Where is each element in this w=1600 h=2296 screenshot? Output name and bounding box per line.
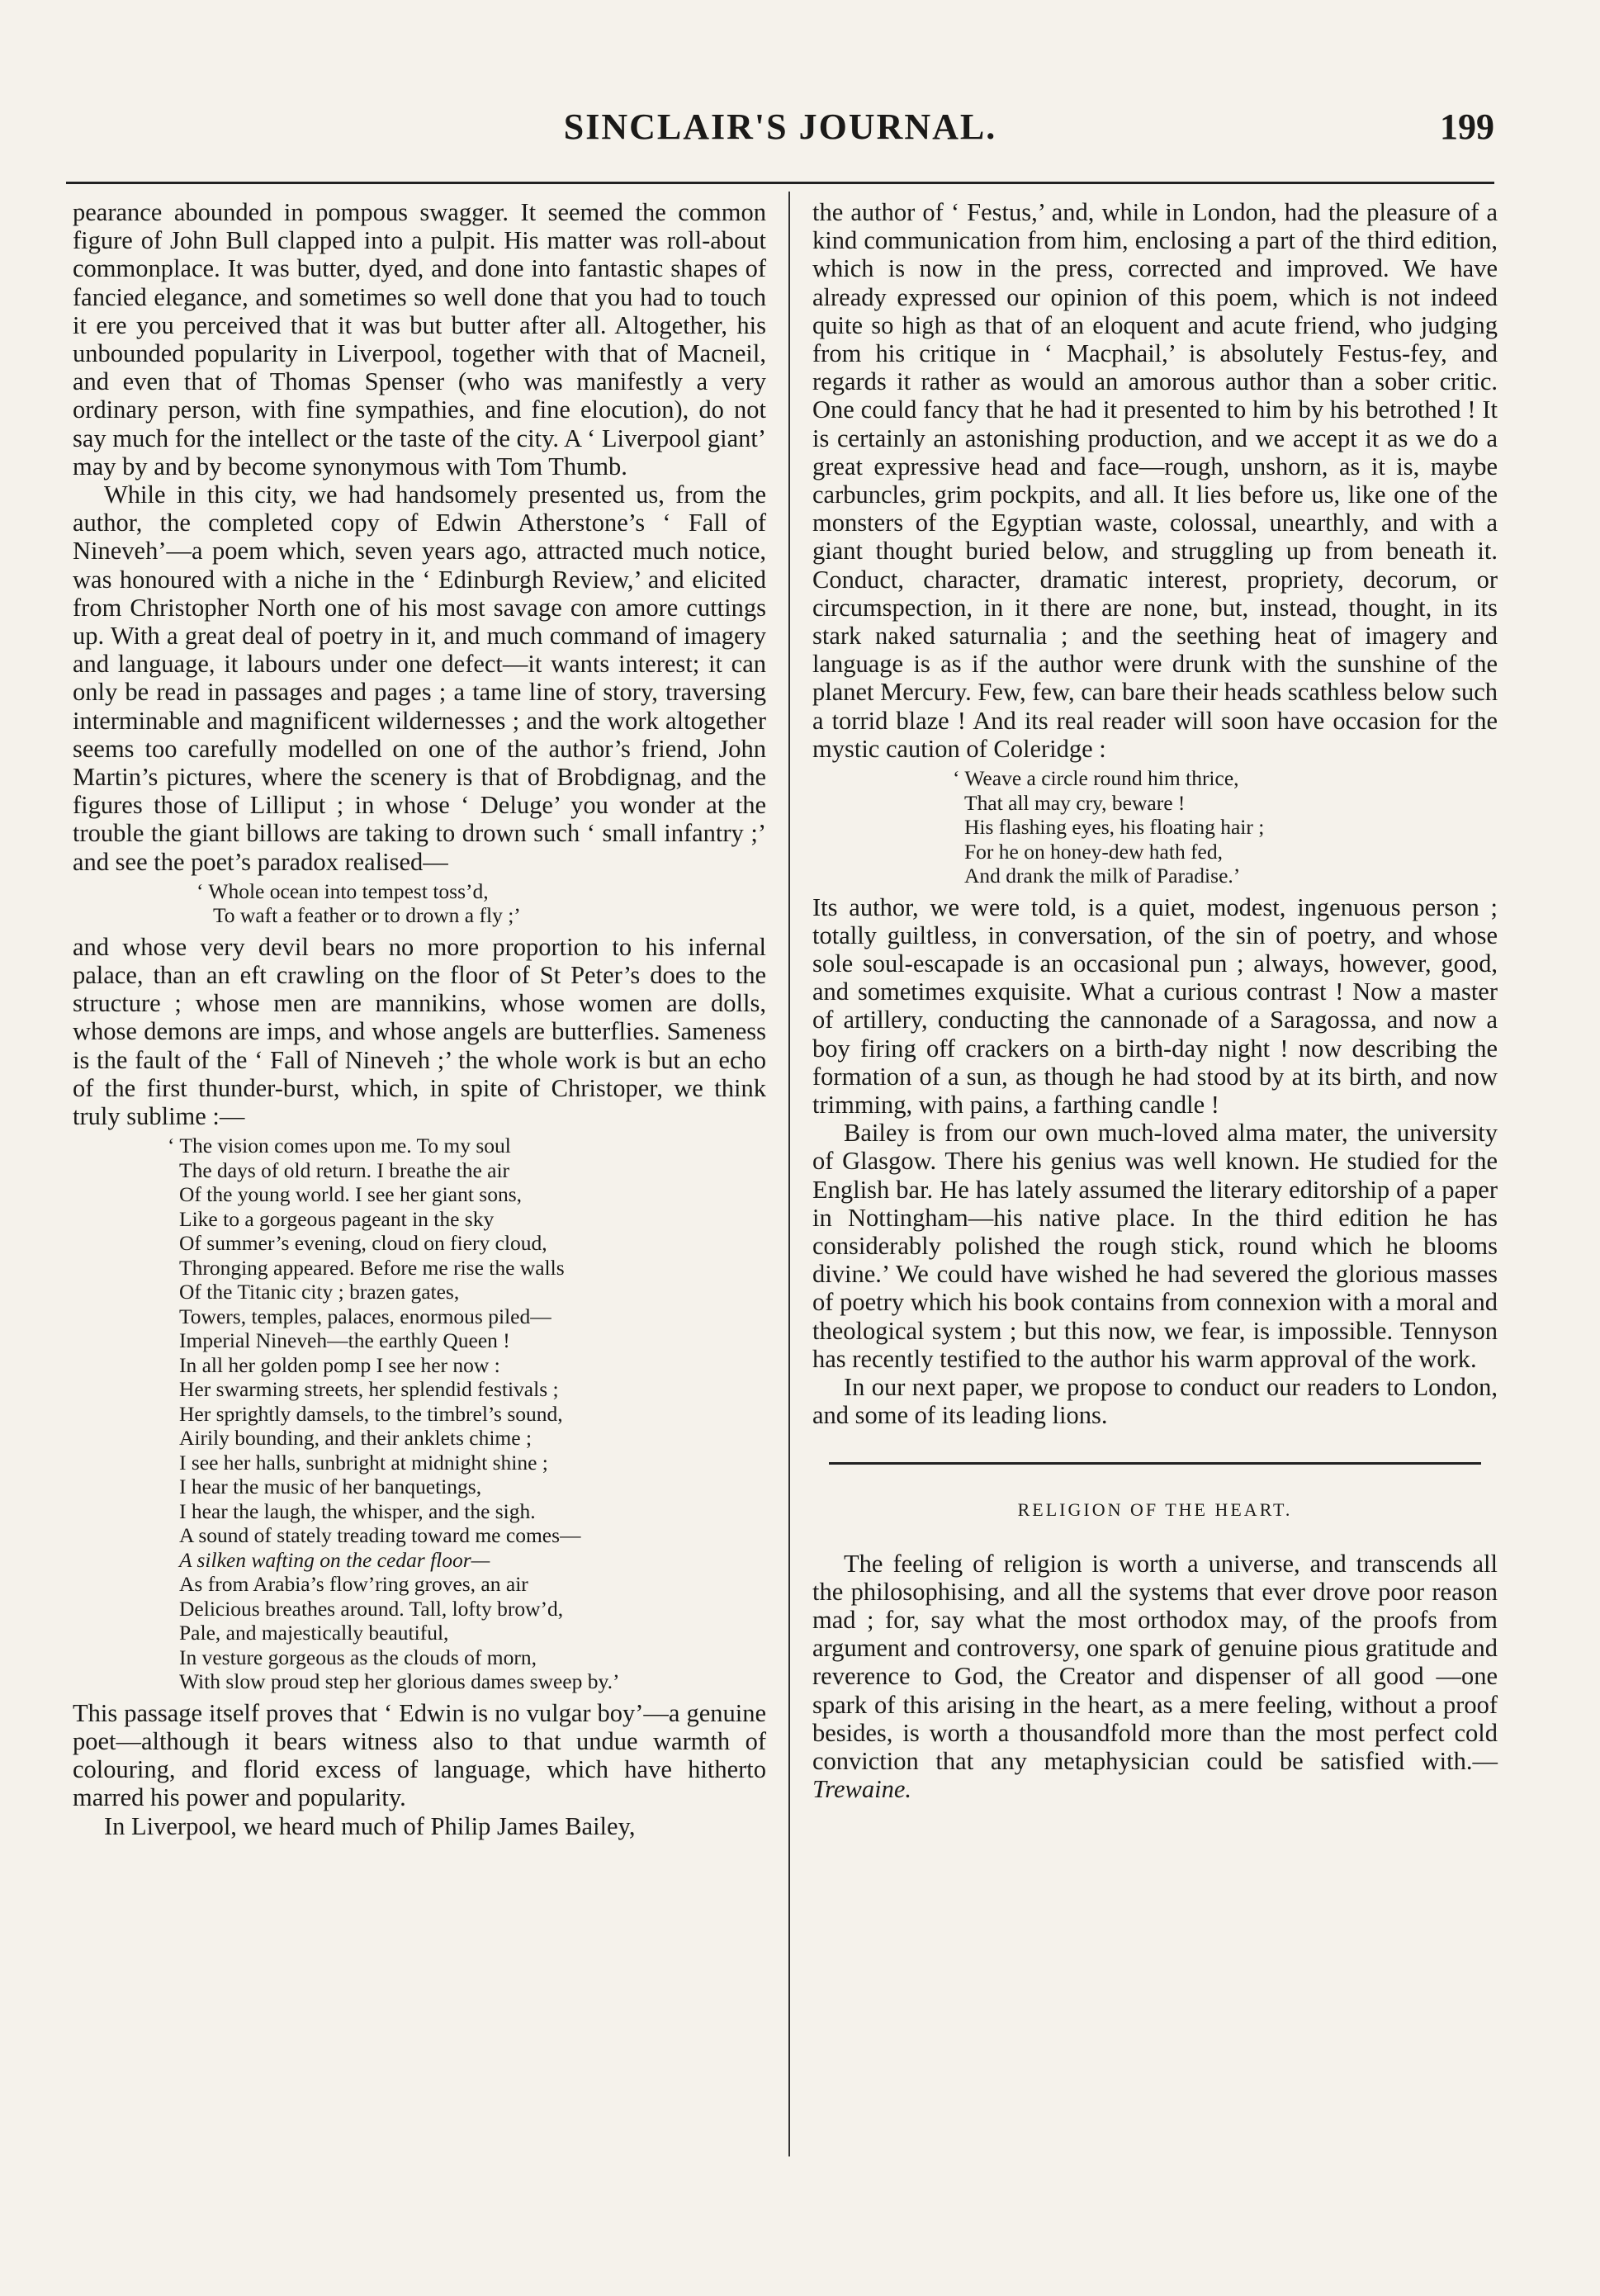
verse-line: I see her halls, sunbright at midnight shine ; bbox=[179, 1450, 548, 1475]
paragraph: pearance abounded in pompous swagger. It seemed the common figure of John Bull clapped into a pulpit. His matter was roll-about commonplace. It was butter, dyed, and done into fantastic shapes of fancied elegance, and sometimes so well done that you had to touch it ere you perceived that it was but butter after all. Altogether, his unbounded popularity in Liverpool, together with that of Macneil, and even that of Thomas Spenser (who was manifestly a very ordinary person, with fine sympathies, and fine elocution), do not say much for the intellect or the taste of the city. A ‘ Liverpool giant’ may by and by become synonymous with Tom Thumb. bbox=[73, 198, 766, 481]
verse-line: Imperial Nineveh—the earthly Queen ! bbox=[179, 1328, 510, 1353]
quote-block bbox=[812, 766, 1498, 888]
verse-line: Of the Titanic city ; brazen gates, bbox=[179, 1280, 460, 1304]
verse-line: Her sprightly damsels, to the timbrel’s sound, bbox=[179, 1401, 563, 1426]
right-column bbox=[812, 198, 1498, 1803]
paragraph: the author of ‘ Festus,’ and, while in London, had the pleasure of a kind communication from him, enclosing a part of the third edition, which is now in the press, corrected and improved. We have already expressed our opinion of this poem, which is not indeed quite so high as that of an eloquent and acute friend, who judging from his critique in ‘ Macphail,’ is absolutely Festus-fey, and regards it rather as would an amorous author than a sober critic. One could fancy that he had it presented to him by his betrothed ! It is certainly an astonishing production, and we accept it as we do a great expressive head and face—rough, unshorn, as it is, maybe carbuncles, grim pockpits, and all. It lies before us, like one of the monsters of the Egyptian waste, colossal, unearthly, and with a giant thought buried below, and struggling up from beneath it. Conduct, character, dramatic interest, propriety, decorum, or circumspection, in it there are none, but, instead, thought, in its stark naked saturnalia ; and the seething heat of imagery and language is as if the author were drunk with the sunshine of the planet Mercury. Few, few, can bare their heads scathless below such a torrid blaze ! And its real reader will soon have occasion for the mystic caution of Coleridge : bbox=[812, 198, 1498, 763]
verse-line: I hear the laugh, the whisper, and the sigh. bbox=[179, 1498, 536, 1523]
page-number: 199 bbox=[1440, 107, 1494, 147]
verse-line: Airily bounding, and their anklets chime ; bbox=[179, 1426, 533, 1451]
quote-block bbox=[73, 879, 766, 928]
paragraph: In Liverpool, we heard much of Philip James Bailey, bbox=[104, 1811, 636, 1840]
header-rule bbox=[66, 182, 1494, 184]
paragraph: This passage itself proves that ‘ Edwin is no vulgar boy’—a genuine poet—although it bears witness also to that undue warmth of colouring, and florid excess of language, which have hitherto marred his power and popularity. bbox=[73, 1698, 766, 1812]
column-divider bbox=[788, 192, 790, 2156]
verse-line: Thronging appeared. Before me rise the walls bbox=[179, 1255, 565, 1280]
verse-line: To waft a feather or to drown a fly ;’ bbox=[213, 903, 521, 928]
paragraph: and whose very devil bears no more proportion to his infernal palace, than an eft crawling on the floor of St Peter’s does to the structure ; whose men are mannikins, whose women are dolls, whose demons are imps, and whose angels are butterflies. Sameness is the fault of the ‘ Fall of Nineveh ;’ the whole work is but an echo of the first thunder-burst, which, in spite of Christoper, we think truly sublime :— bbox=[73, 932, 766, 1131]
author-signature: Trewaine. bbox=[812, 1775, 912, 1804]
verse-line: Her swarming streets, her splendid festivals ; bbox=[179, 1377, 559, 1402]
verse-line: Pale, and majestically beautiful, bbox=[179, 1621, 449, 1645]
verse-line: Towers, temples, palaces, enormous piled— bbox=[179, 1304, 551, 1328]
verse-line: ‘ Whole ocean into tempest toss’d, bbox=[196, 878, 489, 903]
paragraph: Its author, we were told, is a quiet, modest, ingenuous person ; totally guiltless, in conversation, of the sin of poetry, and whose sole soul-escapade is an occasional pun ; always, however, good, and sometimes exquisite. What a curious contrast ! Now a master of artillery, conducting the cannonade of a Saragossa, and now a boy firing off crackers on a birth-day night ! now describing the formation of a sun, as though he had stood by at its birth, and now trimming, with pains, a farthing candle ! bbox=[812, 892, 1498, 1119]
verse-line: A silken wafting on the cedar floor— bbox=[179, 1547, 490, 1572]
section-title: RELIGION OF THE HEART. bbox=[1017, 1499, 1293, 1521]
verse-line: His flashing eyes, his floating hair ; bbox=[964, 815, 1265, 840]
paragraph bbox=[812, 1550, 1498, 1804]
left-column bbox=[73, 198, 766, 1840]
verse-line: For he on honey-dew hath fed, bbox=[964, 839, 1223, 864]
verse-line: Delicious breathes around. Tall, lofty brow’d, bbox=[179, 1596, 564, 1621]
paragraph-text: The feeling of religion is worth a universe, and transcends all the philosophising, and all the systems that ever drove poor reason mad ; for, say what the most orthodox may, of the proofs from argument and controversy, one spark of genuine pious gratitude and reverence to God, the Creator and dispenser of all good —one spark of this arising in the heart, as a mere feeling, without a proof besides, is worth a thousandfold more than the most perfect cold conviction that any metaphysician could be satisfied with.— bbox=[812, 1549, 1498, 1776]
paragraph: Bailey is from our own much-loved alma mater, the university of Glasgow. There his genius was well known. He studied for the English bar. He has lately assumed the literary editorship of a paper in Nottingham—his native place. In the third edition he has considerably polished the rough stick, round which he blooms divine.’ We could have wished he had severed the glorious masses of poetry which his book contains from connexion with a moral and theological system ; but this now, we fear, is impossible. Tennyson has recently testified to the author his warm approval of the work. bbox=[812, 1119, 1498, 1373]
verse-line: Of summer’s evening, cloud on fiery cloud, bbox=[179, 1231, 547, 1256]
verse-line: That all may cry, beware ! bbox=[964, 790, 1186, 815]
verse-line: A sound of stately treading toward me comes— bbox=[179, 1523, 581, 1548]
paragraph: In our next paper, we propose to conduct our readers to London, and some of its leading lions. bbox=[812, 1373, 1498, 1430]
verse-line: As from Arabia’s flow’ring groves, an air bbox=[179, 1572, 528, 1597]
paragraph: While in this city, we had handsomely presented us, from the author, the completed copy of Edwin Atherstone’s ‘ Fall of Nineveh’—a poem which, seven years ago, attracted much notice, was honoured with a niche in the ‘ Edinburgh Review,’ and elicited from Christopher North one of his most savage con amore cuttings up. With a great deal of poetry in it, and much command of imagery and language, it labours under one defect—it wants interest; it can only be read in passages and pages ; a tame line of story, traversing interminable and magnificent wildernesses ; and the work altogether seems too carefully modelled on one of the author’s friend, John Martin’s pictures, where the scenery is that of Brobdignag, and the figures those of Lilliput ; in whose ‘ Deluge’ you wonder at the trouble the giant billows are taking to drown such ‘ small infantry ;’ and see the poet’s paradox realised— bbox=[73, 481, 766, 876]
verse-line: And drank the milk of Paradise.’ bbox=[964, 864, 1241, 888]
section-rule bbox=[829, 1462, 1481, 1465]
page-header bbox=[66, 97, 1494, 155]
verse-line: In all her golden pomp I see her now : bbox=[179, 1352, 500, 1377]
verse-line: Like to a gorgeous pageant in the sky bbox=[179, 1206, 495, 1231]
verse-line: In vesture gorgeous as the clouds of morn, bbox=[179, 1645, 537, 1669]
verse-line: ‘ Weave a circle round him thrice, bbox=[953, 766, 1239, 791]
verse-line: With slow proud step her glorious dames sweep by.’ bbox=[179, 1669, 620, 1694]
verse-line: Of the young world. I see her giant sons, bbox=[179, 1182, 522, 1207]
verse-line: The days of old return. I breathe the air bbox=[179, 1157, 510, 1182]
verse-line: I hear the music of her banquetings, bbox=[179, 1475, 482, 1499]
poem-block bbox=[73, 1134, 766, 1694]
verse-line: ‘ The vision comes upon me. To my soul bbox=[168, 1134, 511, 1158]
journal-title: SINCLAIR'S JOURNAL. bbox=[563, 107, 997, 147]
